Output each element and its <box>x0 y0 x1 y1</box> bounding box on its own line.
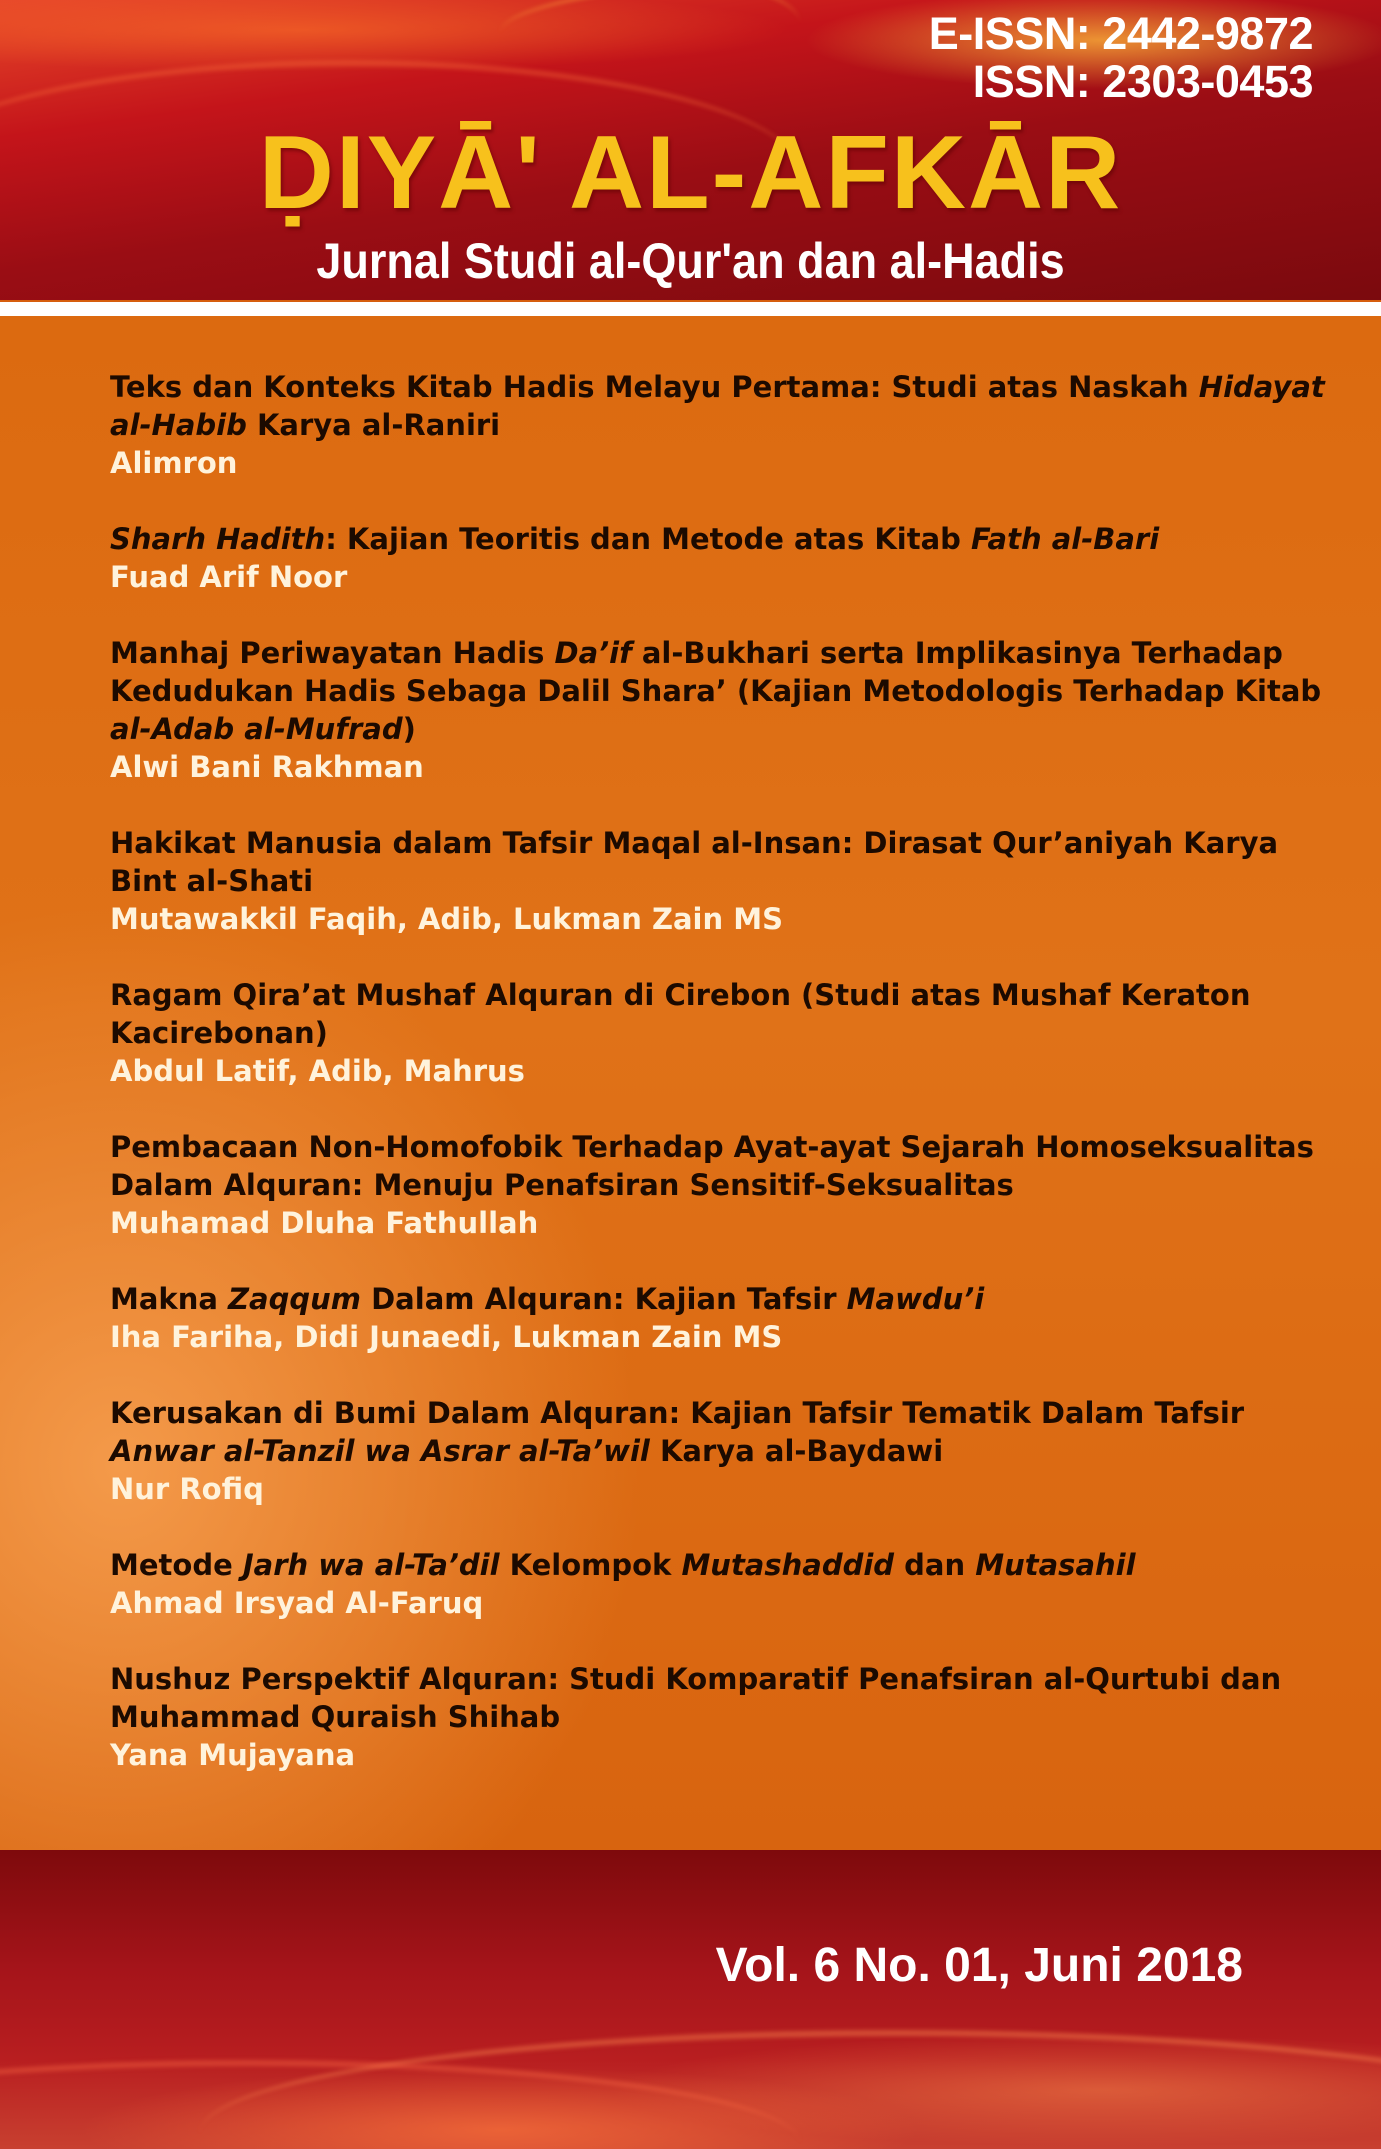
article-title-part: al-Bukhari serta Implikasinya Terhadap Kedudukan Hadis Sebaga Dalil Shara’ (Kajian Metodologis Terhadap Kitab <box>110 636 1322 708</box>
toc-entry <box>110 520 1350 596</box>
article-title-italic-part: Anwar al-Tanzil wa Asrar al-Ta’wil <box>110 1434 650 1468</box>
article-title <box>110 824 1350 900</box>
article-title-part: Dalam Alquran: Kajian Tafsir <box>361 1282 847 1316</box>
article-title <box>110 1280 1350 1318</box>
article-title-part: ) <box>402 712 416 746</box>
article-title-part: : Kajian Teoritis dan Metode atas Kitab <box>325 522 972 556</box>
issn-text: ISSN: 2303-0453 <box>972 56 1313 107</box>
cover-footer <box>0 1850 1381 2149</box>
table-of-contents-panel <box>0 316 1381 1850</box>
article-author: Mutawakkil Faqih, Adib, Lukman Zain MS <box>110 902 783 936</box>
article-title-part: Kerusakan di Bumi Dalam Alquran: Kajian Tafsir Tematik Dalam Tafsir <box>110 1396 1245 1430</box>
article-title-italic-part: Zaqqum <box>228 1282 362 1316</box>
article-author: Muhamad Dluha Fathullah <box>110 1206 539 1240</box>
article-title-part: Ragam Qira’at Mushaf Alquran di Cirebon (Studi atas Mushaf Keraton Kacirebonan) <box>110 978 1251 1050</box>
article-title-italic-part: Sharh Hadith <box>110 522 326 556</box>
volume-issue: Vol. 6 No. 01, Juni 2018 <box>715 1939 1243 1992</box>
article-title-part: dan <box>894 1548 976 1582</box>
article-title <box>110 1394 1350 1470</box>
article-author: Iha Fariha, Didi Junaedi, Lukman Zain MS <box>110 1320 783 1354</box>
cover-header <box>0 0 1381 300</box>
article-title-italic-part: al-Adab al-Mufrad <box>110 712 403 746</box>
article-author: Alimron <box>110 446 238 480</box>
article-author: Nur Rofiq <box>110 1472 264 1506</box>
article-title-italic-part: Mutasahil <box>975 1548 1136 1582</box>
article-title <box>110 976 1350 1052</box>
article-title-part: Karya al-Baydawi <box>649 1434 944 1468</box>
article-title-italic-part: Fath al-Bari <box>971 522 1160 556</box>
toc-entry <box>110 1660 1350 1774</box>
header-divider <box>0 302 1381 316</box>
article-author: Alwi Bani Rakhman <box>110 750 424 784</box>
article-title-part: Karya al-Raniri <box>246 408 501 442</box>
article-author: Abdul Latif, Adib, Mahrus <box>110 1054 525 1088</box>
toc-entry <box>110 976 1350 1090</box>
article-title <box>110 520 1350 558</box>
article-title-part: Nushuz Perspektif Alquran: Studi Komparatif Penafsiran al-Qurtubi dan Muhammad Quraish Shihab <box>110 1662 1282 1734</box>
toc-entry <box>110 634 1350 786</box>
article-title-part: Metode <box>110 1548 243 1582</box>
article-title-italic-part: Mawdu’i <box>846 1282 985 1316</box>
toc-entry <box>110 1394 1350 1508</box>
article-author: Yana Mujayana <box>110 1738 356 1772</box>
toc-entry <box>110 368 1350 482</box>
table-of-contents <box>110 368 1350 1812</box>
article-author: Ahmad Irsyad Al-Faruq <box>110 1586 484 1620</box>
article-title-part: Teks dan Konteks Kitab Hadis Melayu Pertama: Studi atas Naskah <box>110 370 1199 404</box>
eissn-text: E-ISSN: 2442-9872 <box>928 8 1313 59</box>
toc-entry <box>110 1280 1350 1356</box>
journal-subtitle: Jurnal Studi al-Qur'an dan al-Hadis <box>316 233 1065 289</box>
article-title-italic-part: Jarh wa al-Ta’dil <box>242 1548 500 1582</box>
article-title-part: Manhaj Periwayatan Hadis <box>110 636 555 670</box>
article-title-italic-part: Mutashaddid <box>681 1548 895 1582</box>
article-title-part: Kelompok <box>499 1548 682 1582</box>
toc-entry <box>110 1546 1350 1622</box>
article-title-part: Pembacaan Non-Homofobik Terhadap Ayat-ayat Sejarah Homoseksualitas Dalam Alquran: Menuju Penafsiran Sensitif-Seksualitas <box>110 1130 1314 1202</box>
article-title <box>110 1660 1350 1736</box>
article-title <box>110 1128 1350 1204</box>
issn-block <box>929 10 1313 106</box>
article-title-part: Hakikat Manusia dalam Tafsir Maqal al-Insan: Dirasat Qur’aniyah Karya Bint al-Shati <box>110 826 1279 898</box>
article-title <box>110 368 1350 444</box>
article-title-italic-part: Hidayat al-Habib <box>110 370 1325 442</box>
article-title-italic-part: Da’if <box>554 636 632 670</box>
article-title <box>110 634 1350 748</box>
journal-title: ḌIYĀ' AL-AFKĀR <box>258 115 1123 231</box>
article-title <box>110 1546 1350 1584</box>
toc-entry <box>110 1128 1350 1242</box>
article-title-part: Makna <box>110 1282 229 1316</box>
article-author: Fuad Arif Noor <box>110 560 348 594</box>
toc-entry <box>110 824 1350 938</box>
